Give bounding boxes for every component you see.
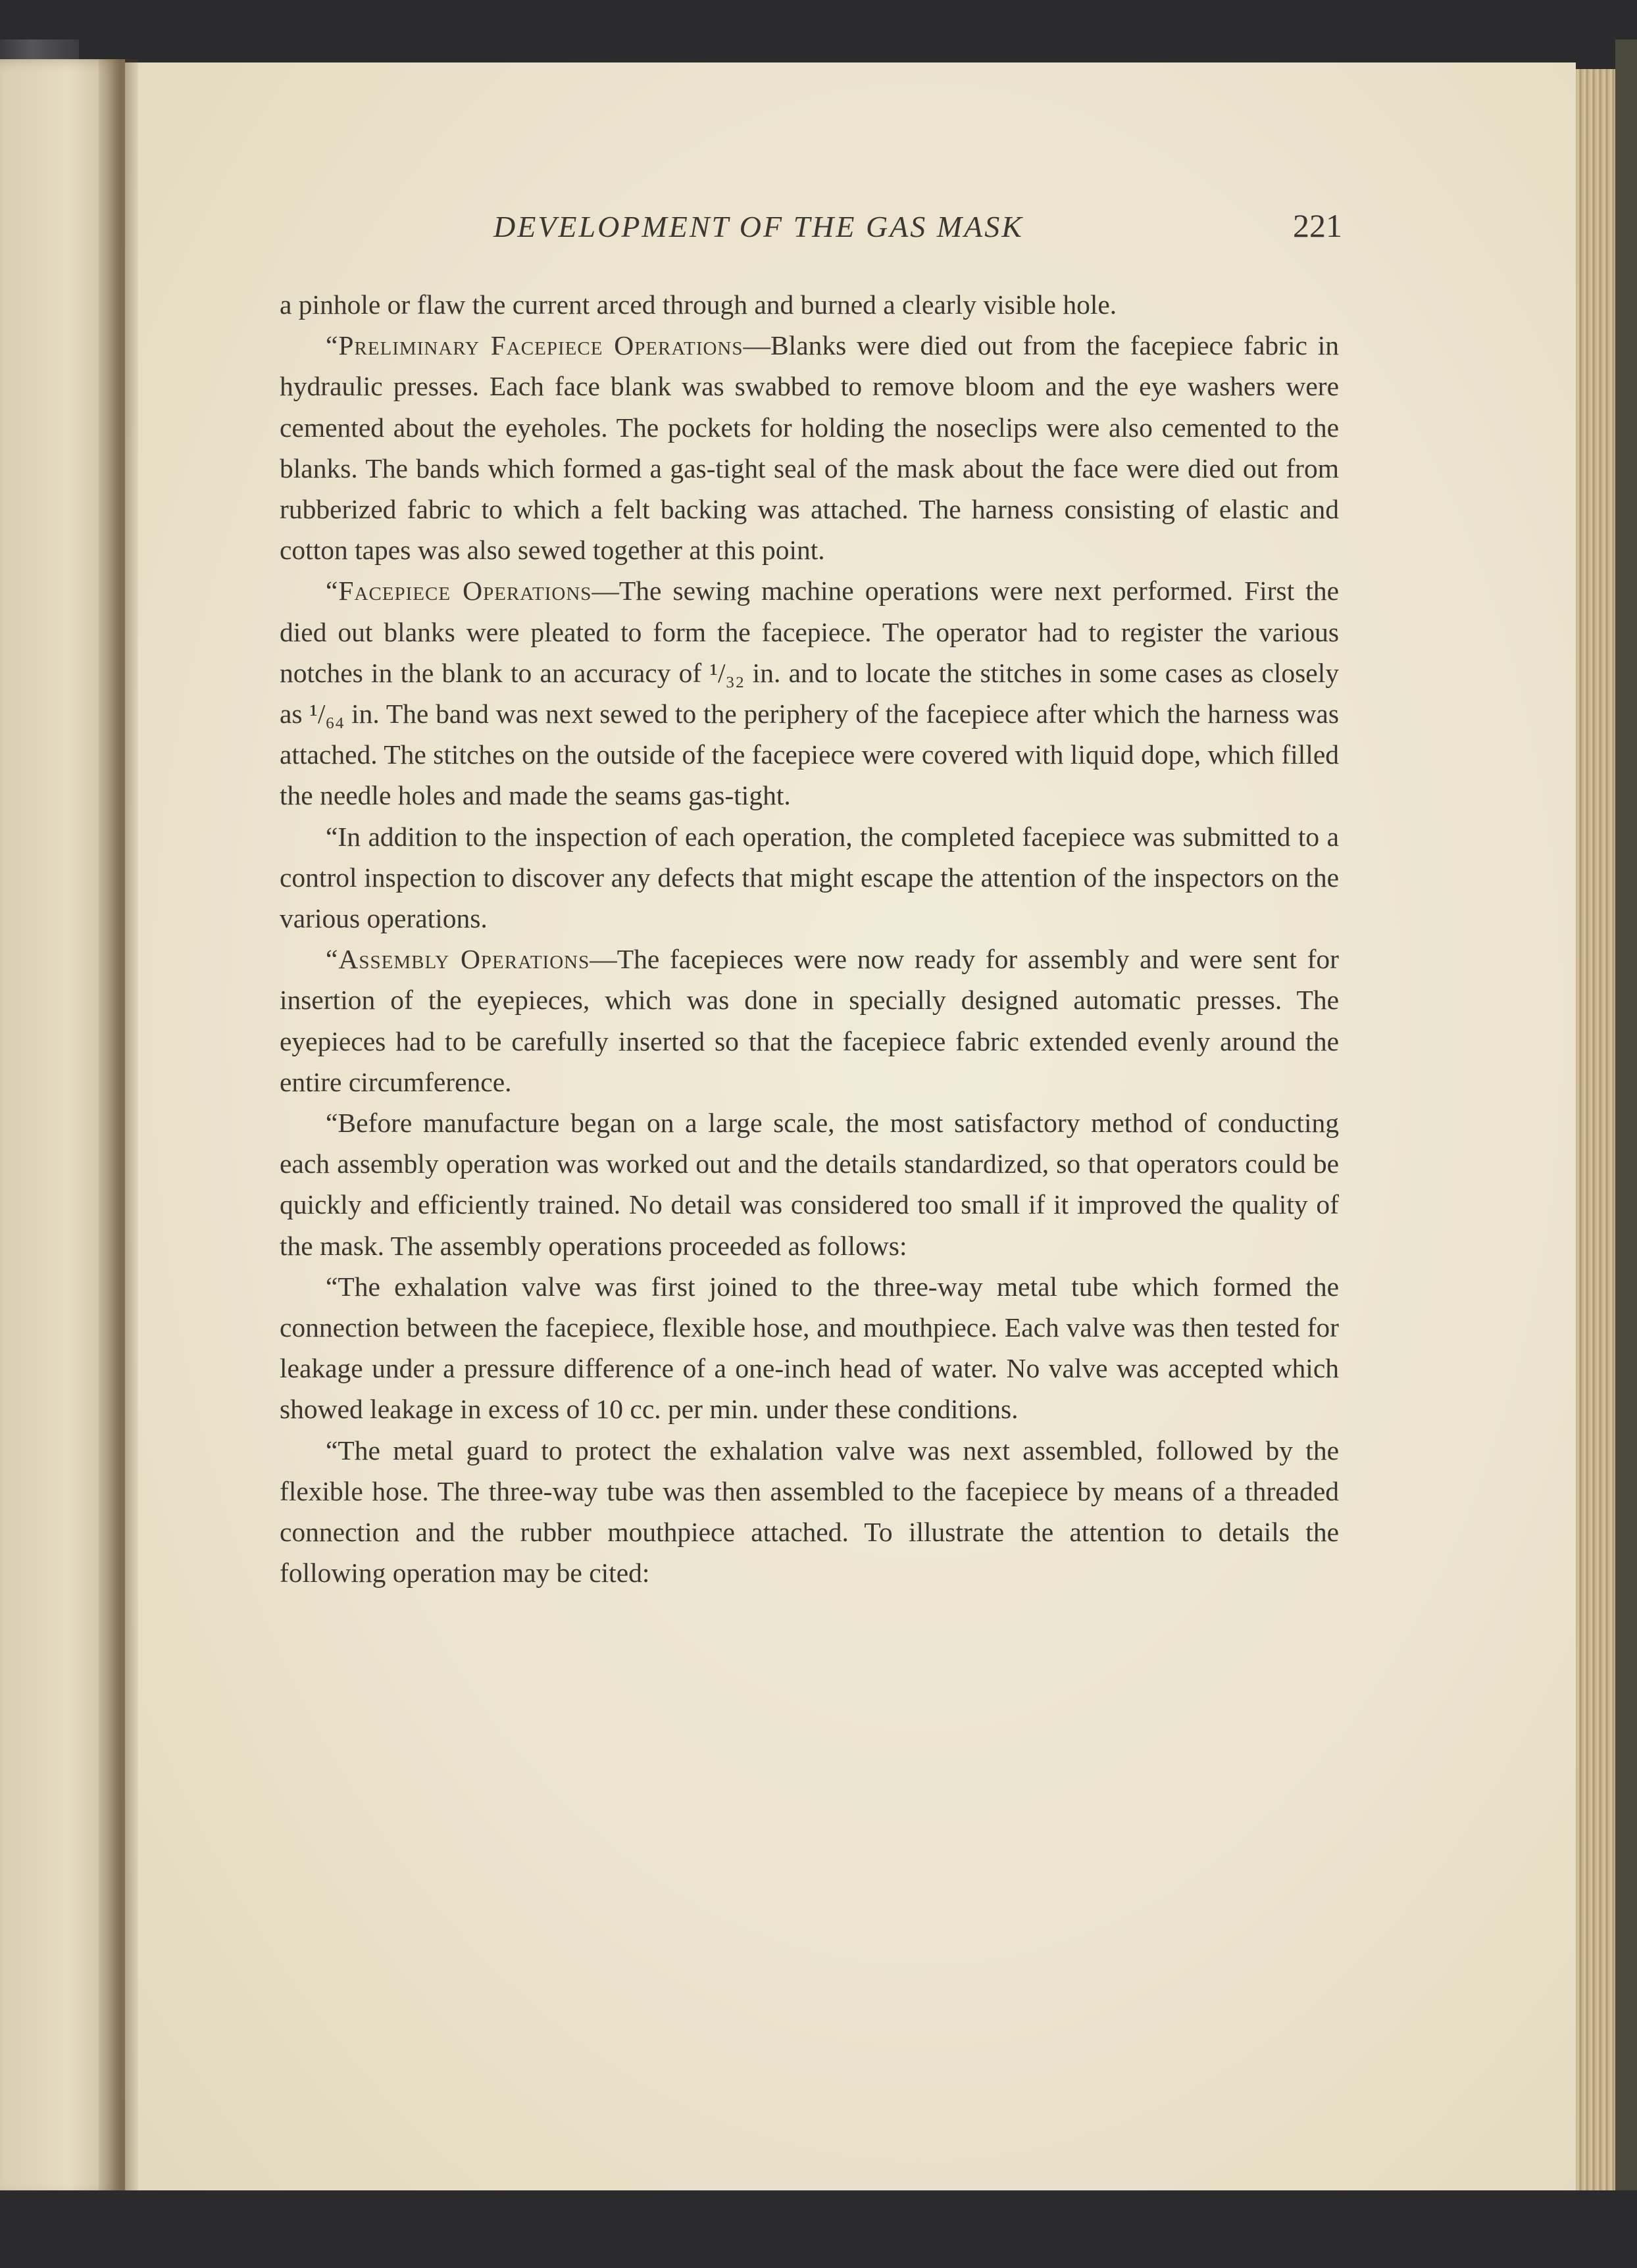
page-number: 221	[1293, 207, 1342, 244]
page-stack-edges	[1576, 69, 1615, 2194]
paragraph-1: a pinhole or flaw the current arced through and burned a clearly visible hole.	[280, 289, 1117, 320]
book-cover-right	[1615, 39, 1637, 2204]
paragraph-3: “Facepiece Operations—The sewing machine operations were next performed. First the died out blanks were pleated to form the facepiece. The operator had to register the various notches in the blank to an accuracy of ¹/₃₂ in. and to locate the stitches in some cases as closely as ¹/₆₄ in. The band was next sewed to the periphery of the facepiece after which the harness was attached. The stitches on the outside of the facepiece were covered with liquid dope, which filled the needle holes and made the seams gas-tight.	[280, 576, 1339, 811]
paragraph-4: “In addition to the inspection of each operation, the completed facepiece was submitted to a control inspection to discover any defects that might escape the attention of the inspectors on the various operations.	[280, 821, 1339, 934]
page-gutter	[99, 59, 138, 2197]
section-heading-facepiece: “Facepiece Operations	[326, 576, 592, 606]
paragraph-2: “Preliminary Facepiece Operations—Blanks were died out from the facepiece fabric in hydraulic presses. Each face blank was swabbed to remove bloom and the eye washers were cemented about the eyeholes. The pockets for holding the noseclips were also cemented to the blanks. The bands which formed a gas-tight seal of the mask about the face were died out from rubberized fabric to which a felt backing was attached. The harness consisting of elastic and cotton tapes was also sewed together at this point.	[280, 330, 1339, 566]
running-head: DEVELOPMENT OF THE GAS MASK	[493, 210, 1024, 243]
body-text	[280, 284, 1339, 1594]
paragraph-8: “The metal guard to protect the exhalation valve was next assembled, followed by the flexible hose. The three-way tube was then assembled to the facepiece by means of a threaded connection and the rubber mouthpiece attached. To illustrate the attention to details the following operation may be cited:	[280, 1435, 1339, 1589]
section-heading-preliminary: “Preliminary Facepiece Operations	[326, 330, 743, 361]
section-heading-assembly: “Assembly Operations	[326, 944, 590, 975]
paragraph-7: “The exhalation valve was first joined to the three-way metal tube which formed the connection between the facepiece, flexible hose, and mouthpiece. Each valve was then tested for leakage under a pressure difference of a one-inch head of water. No valve was accepted which showed leakage in excess of 10 cc. per min. under these conditions.	[280, 1271, 1339, 1425]
bottom-background	[0, 2190, 1637, 2268]
paragraph-6: “Before manufacture began on a large scale, the most satisfactory method of conducting each assembly operation was worked out and the details standardized, so that operators could be quickly and efficiently trained. No detail was considered too small if it improved the quality of the mask. The assembly operations proceeded as follows:	[280, 1108, 1339, 1261]
paragraph-5: “Assembly Operations—The facepieces were now ready for assembly and were sent for insertion of the eyepieces, which was done in specially designed automatic presses. The eyepieces had to be carefully inserted so that the facepiece fabric extended evenly around the entire circumference.	[280, 944, 1339, 1097]
page-header	[276, 209, 1342, 262]
